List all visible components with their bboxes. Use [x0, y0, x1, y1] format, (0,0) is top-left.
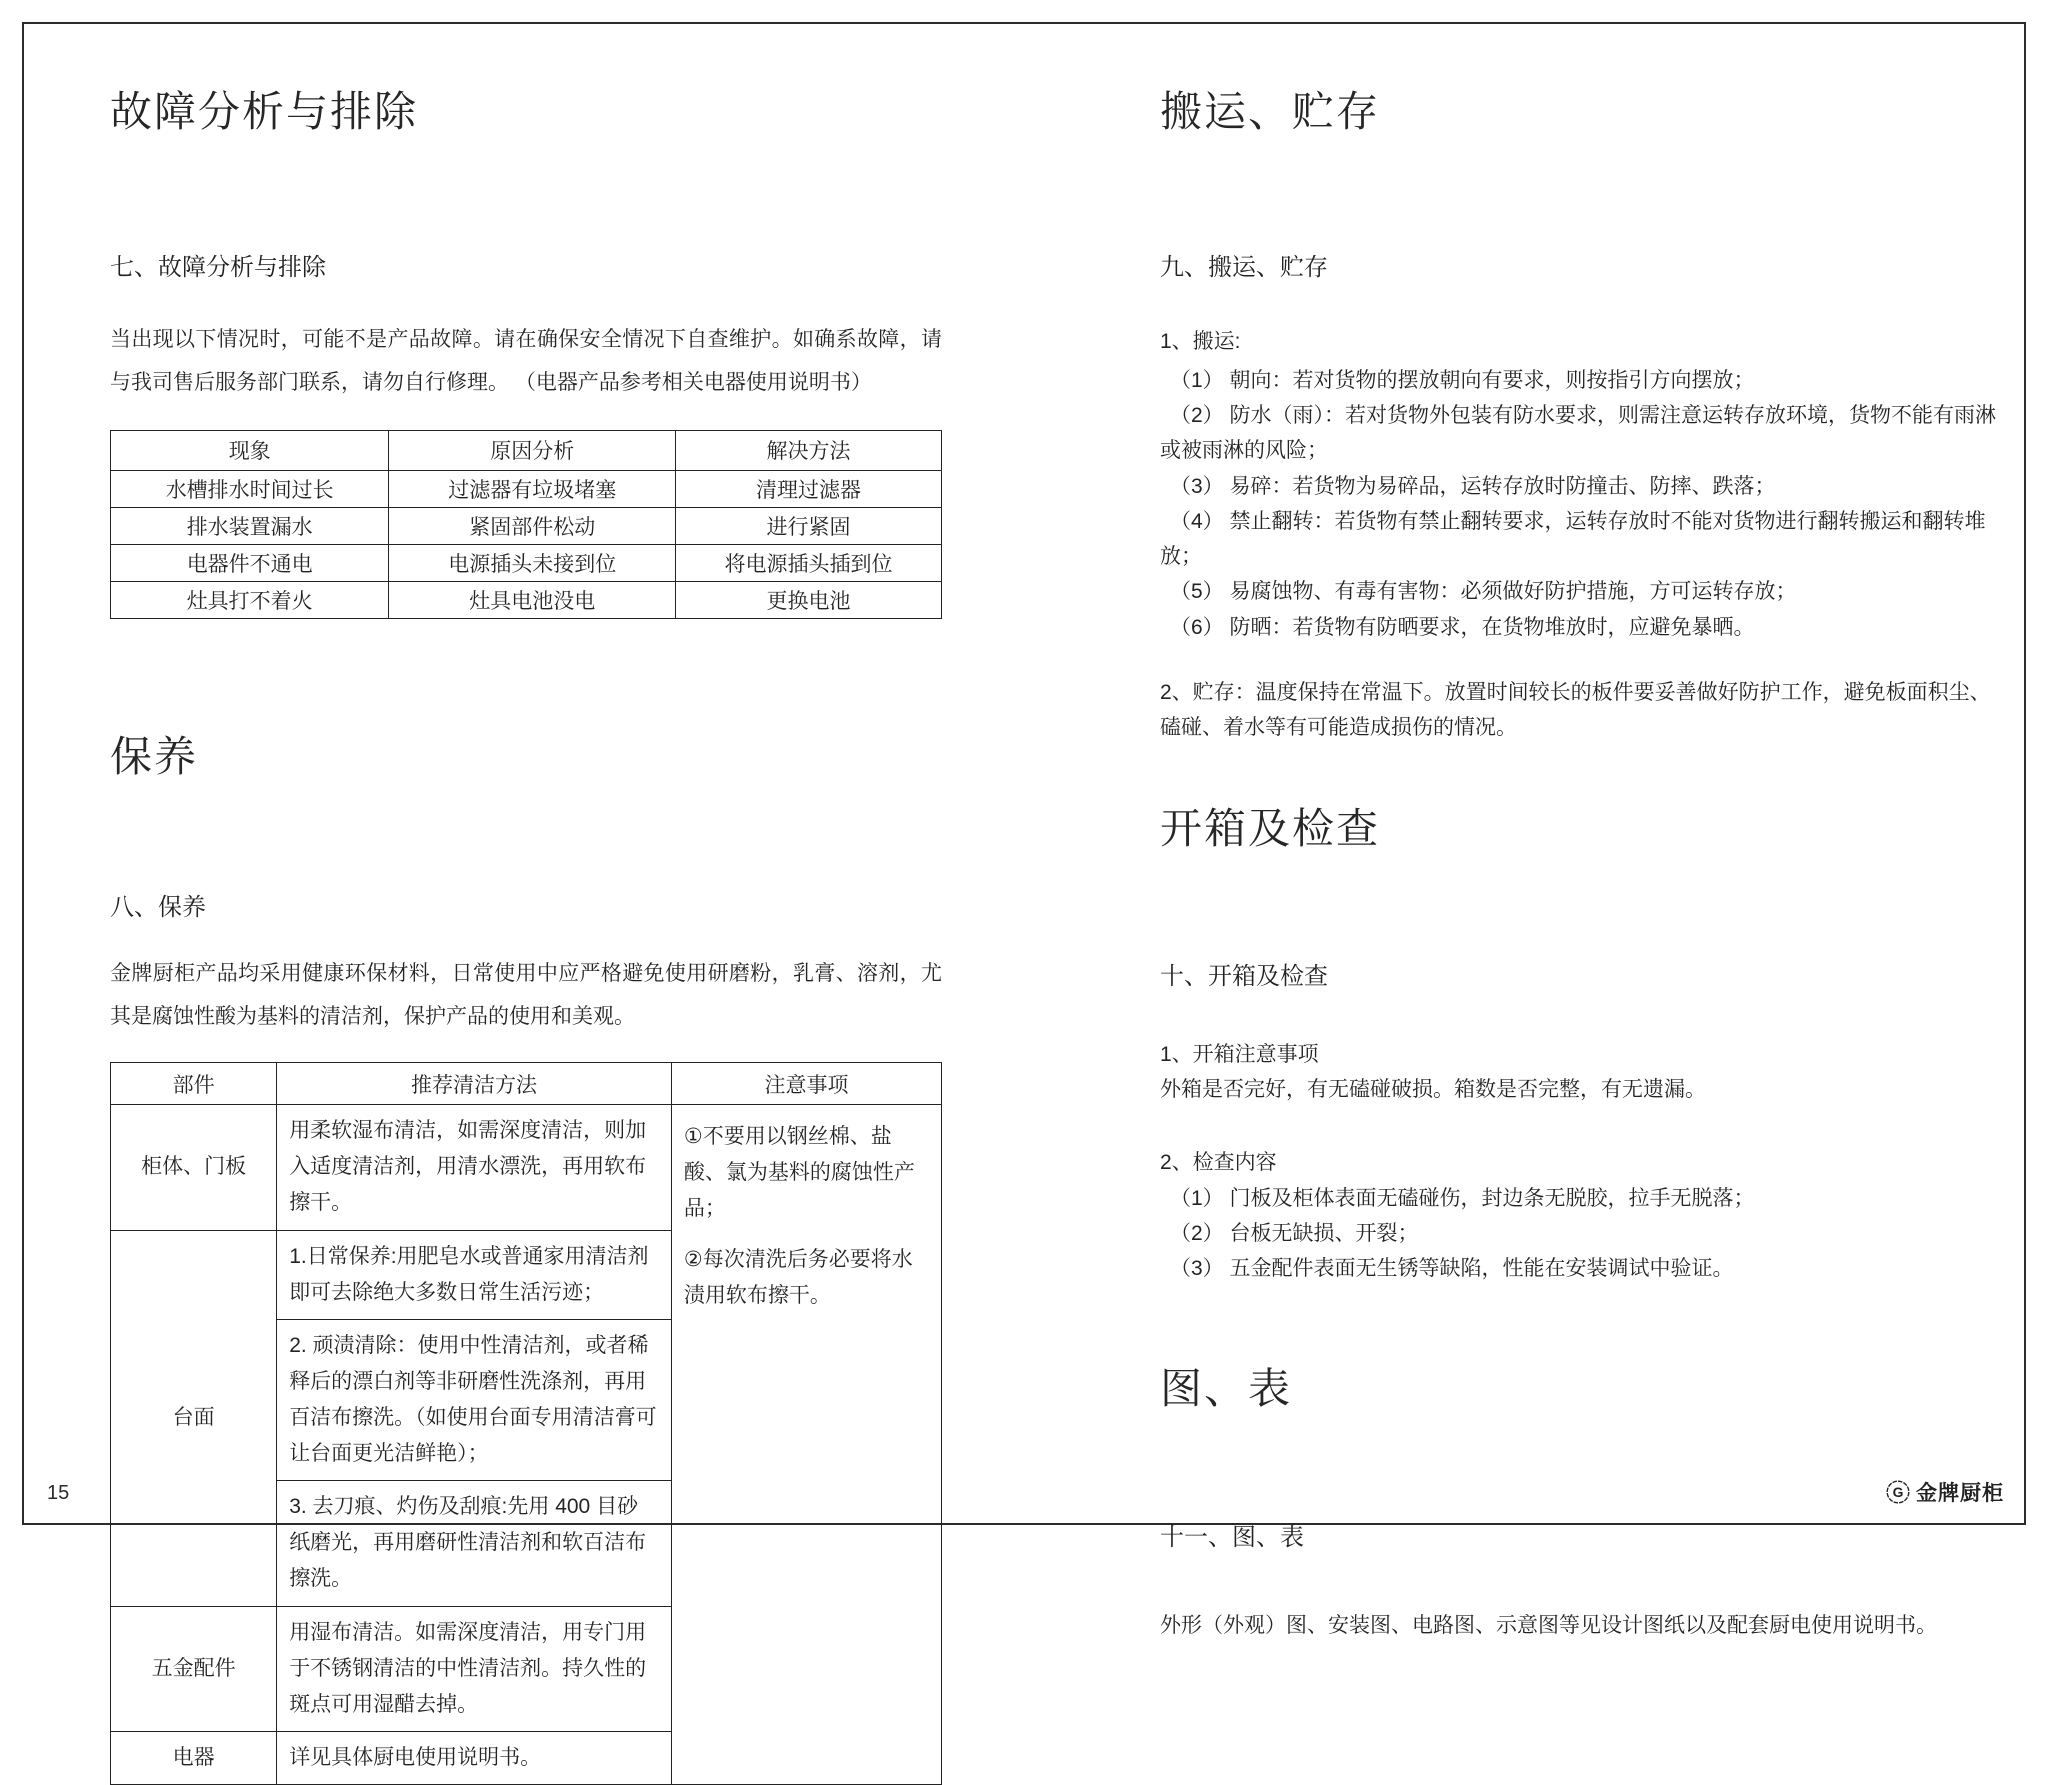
list-item: （2） 台板无缺损、开裂；	[1170, 1221, 1419, 1245]
cell: 排水装置漏水	[111, 507, 389, 544]
table-row	[111, 470, 942, 507]
cell-method-cabinet: 用柔软湿布清洁，如需深度清洁，则加入适度清洁剂，用清水漂洗，再用软布擦干。	[277, 1105, 672, 1230]
col-header-method: 推荐清洁方法	[277, 1063, 672, 1105]
right-column	[1160, 0, 1996, 1643]
col-header-phenomenon: 现象	[111, 430, 389, 470]
fault-section-title: 故障分析与排除	[110, 88, 419, 135]
unbox-section-heading: 十、开箱及检查	[1160, 962, 1328, 990]
cell-method-countertop-3: 3. 去刀痕、灼伤及刮痕:先用 400 目砂纸磨光，再用磨研性清洁剂和软百洁布擦洗。	[277, 1481, 672, 1606]
cell: 进行紧固	[676, 507, 942, 544]
cell-part-cabinet: 柜体、门板	[111, 1105, 277, 1230]
cell: 更换电池	[676, 581, 942, 618]
list-item: （5） 易腐蚀物、有毒有害物：必须做好防护措施，方可运转存放；	[1170, 580, 1797, 604]
care-section-title: 保养	[110, 732, 199, 780]
troubleshooting-table	[110, 430, 942, 619]
list-item: （1） 朝向：若对货物的摆放朝向有要求，则按指引方向摆放；	[1170, 368, 1755, 392]
cell: 紧固部件松动	[389, 507, 676, 544]
maintenance-table	[110, 1062, 942, 1785]
list-item: （1） 门板及柜体表面无磕碰伤，封边条无脱胶，拉手无脱落；	[1170, 1186, 1755, 1210]
table-row	[111, 581, 942, 618]
table-row	[111, 507, 942, 544]
svg-text:G: G	[1892, 1483, 1904, 1500]
cell: 水槽排水时间过长	[111, 470, 389, 507]
cell-method-appliance: 详见具体厨电使用说明书。	[277, 1731, 672, 1784]
unbox-sub1-text: 外箱是否完好，有无磕碰破损。箱数是否完整，有无遗漏。	[1160, 1078, 1706, 1102]
cell-part-hardware: 五金配件	[111, 1606, 277, 1731]
cell-part-countertop: 台面	[111, 1230, 277, 1606]
transport-section-heading: 九、搬运、贮存	[1160, 253, 1328, 281]
cell: 清理过滤器	[676, 470, 942, 507]
cell-method-hardware: 用湿布清洁。如需深度清洁，用专门用于不锈钢清洁的中性清洁剂。持久性的斑点可用湿醋去掉。	[277, 1606, 672, 1731]
care-section-heading: 八、保养	[110, 894, 206, 922]
left-column	[110, 0, 942, 1785]
cell: 灶具电池没电	[389, 581, 676, 618]
cell-notes	[671, 1105, 941, 1785]
fault-section-heading: 七、故障分析与排除	[110, 253, 326, 281]
table-row	[111, 544, 942, 581]
note-2: ②每次清洗后务必要将水渍用软布擦干。	[683, 1247, 913, 1307]
cell-method-countertop-2: 2. 顽渍清除：使用中性清洁剂，或者稀释后的漂白剂等非研磨性洗涤剂，再用百洁布擦洗。（如使用台面专用清洁膏可让台面更光洁鲜艳）；	[277, 1319, 672, 1480]
goldenhome-g-icon	[1885, 1479, 1911, 1505]
unbox-section-title: 开箱及检查	[1160, 805, 1381, 853]
table-row-cabinet	[111, 1105, 942, 1230]
figures-paragraph: 外形（外观）图、安装图、电路图、示意图等见设计图纸以及配套厨电使用说明书。	[1160, 1614, 1937, 1638]
cell-method-countertop-1: 1.日常保养:用肥皂水或普通家用清洁剂即可去除绝大多数日常生活污迹；	[277, 1230, 672, 1319]
unbox-sub2: 2、检查内容	[1160, 1151, 1277, 1175]
cell: 电源插头未接到位	[389, 544, 676, 581]
cell: 将电源插头插到位	[676, 544, 942, 581]
storage-paragraph: 2、贮存：温度保持在常温下。放置时间较长的板件要妥善做好防护工作，避免板面积尘、磕碰、着水等有可能造成损伤的情况。	[1160, 680, 1991, 740]
list-item: （6） 防晒：若货物有防晒要求，在货物堆放时，应避免暴晒。	[1170, 615, 1755, 639]
list-item: （3） 五金配件表面无生锈等缺陷，性能在安装调试中验证。	[1170, 1257, 1734, 1281]
care-intro-paragraph: 金牌厨柜产品均采用健康环保材料，日常使用中应严格避免使用研磨粉，乳膏、溶剂，尤其是腐蚀性酸为基料的清洁剂，保护产品的使用和美观。	[110, 962, 942, 1029]
list-item: （3） 易碎：若货物为易碎品，运转存放时防撞击、防摔、跌落；	[1170, 474, 1776, 498]
figures-section-heading: 十一、图、表	[1160, 1524, 1304, 1552]
brand-name: 金牌厨柜	[1916, 1482, 2004, 1505]
figures-section-title: 图、表	[1160, 1364, 1293, 1412]
inspection-item-list	[1160, 1181, 1996, 1287]
note-1: ①不要用以钢丝棉、盐酸、氯为基料的腐蚀性产品；	[683, 1125, 915, 1221]
col-header-cause: 原因分析	[389, 430, 676, 470]
cell: 过滤器有垃圾堵塞	[389, 470, 676, 507]
col-header-part: 部件	[111, 1063, 277, 1105]
transport-sub1: 1、搬运:	[1160, 329, 1241, 353]
cell-part-appliance: 电器	[111, 1731, 277, 1784]
cell: 灶具打不着火	[111, 581, 389, 618]
troubleshooting-header-row	[111, 430, 942, 470]
transport-section-title: 搬运、贮存	[1160, 88, 1381, 135]
unbox-sub1: 1、开箱注意事项	[1160, 1042, 1319, 1066]
brand-logo	[1885, 1477, 2004, 1507]
maintenance-header-row	[111, 1063, 942, 1105]
list-item: （4） 禁止翻转：若货物有禁止翻转要求，运转存放时不能对货物进行翻转搬运和翻转堆放；	[1160, 509, 1986, 569]
list-item: （2） 防水（雨）：若对货物外包装有防水要求，则需注意运转存放环境，货物不能有雨淋或被雨淋的风险；	[1160, 404, 1997, 463]
page-number: 15	[47, 1482, 70, 1504]
col-header-notes: 注意事项	[671, 1063, 941, 1105]
col-header-solution: 解决方法	[676, 430, 942, 470]
transport-item-list	[1160, 363, 1996, 645]
cell: 电器件不通电	[111, 544, 389, 581]
fault-intro-paragraph: 当出现以下情况时，可能不是产品故障。请在确保安全情况下自查维护。如确系故障，请与我司售后服务部门联系，请勿自行修理。 （电器产品参考相关电器使用说明书）	[110, 327, 942, 394]
